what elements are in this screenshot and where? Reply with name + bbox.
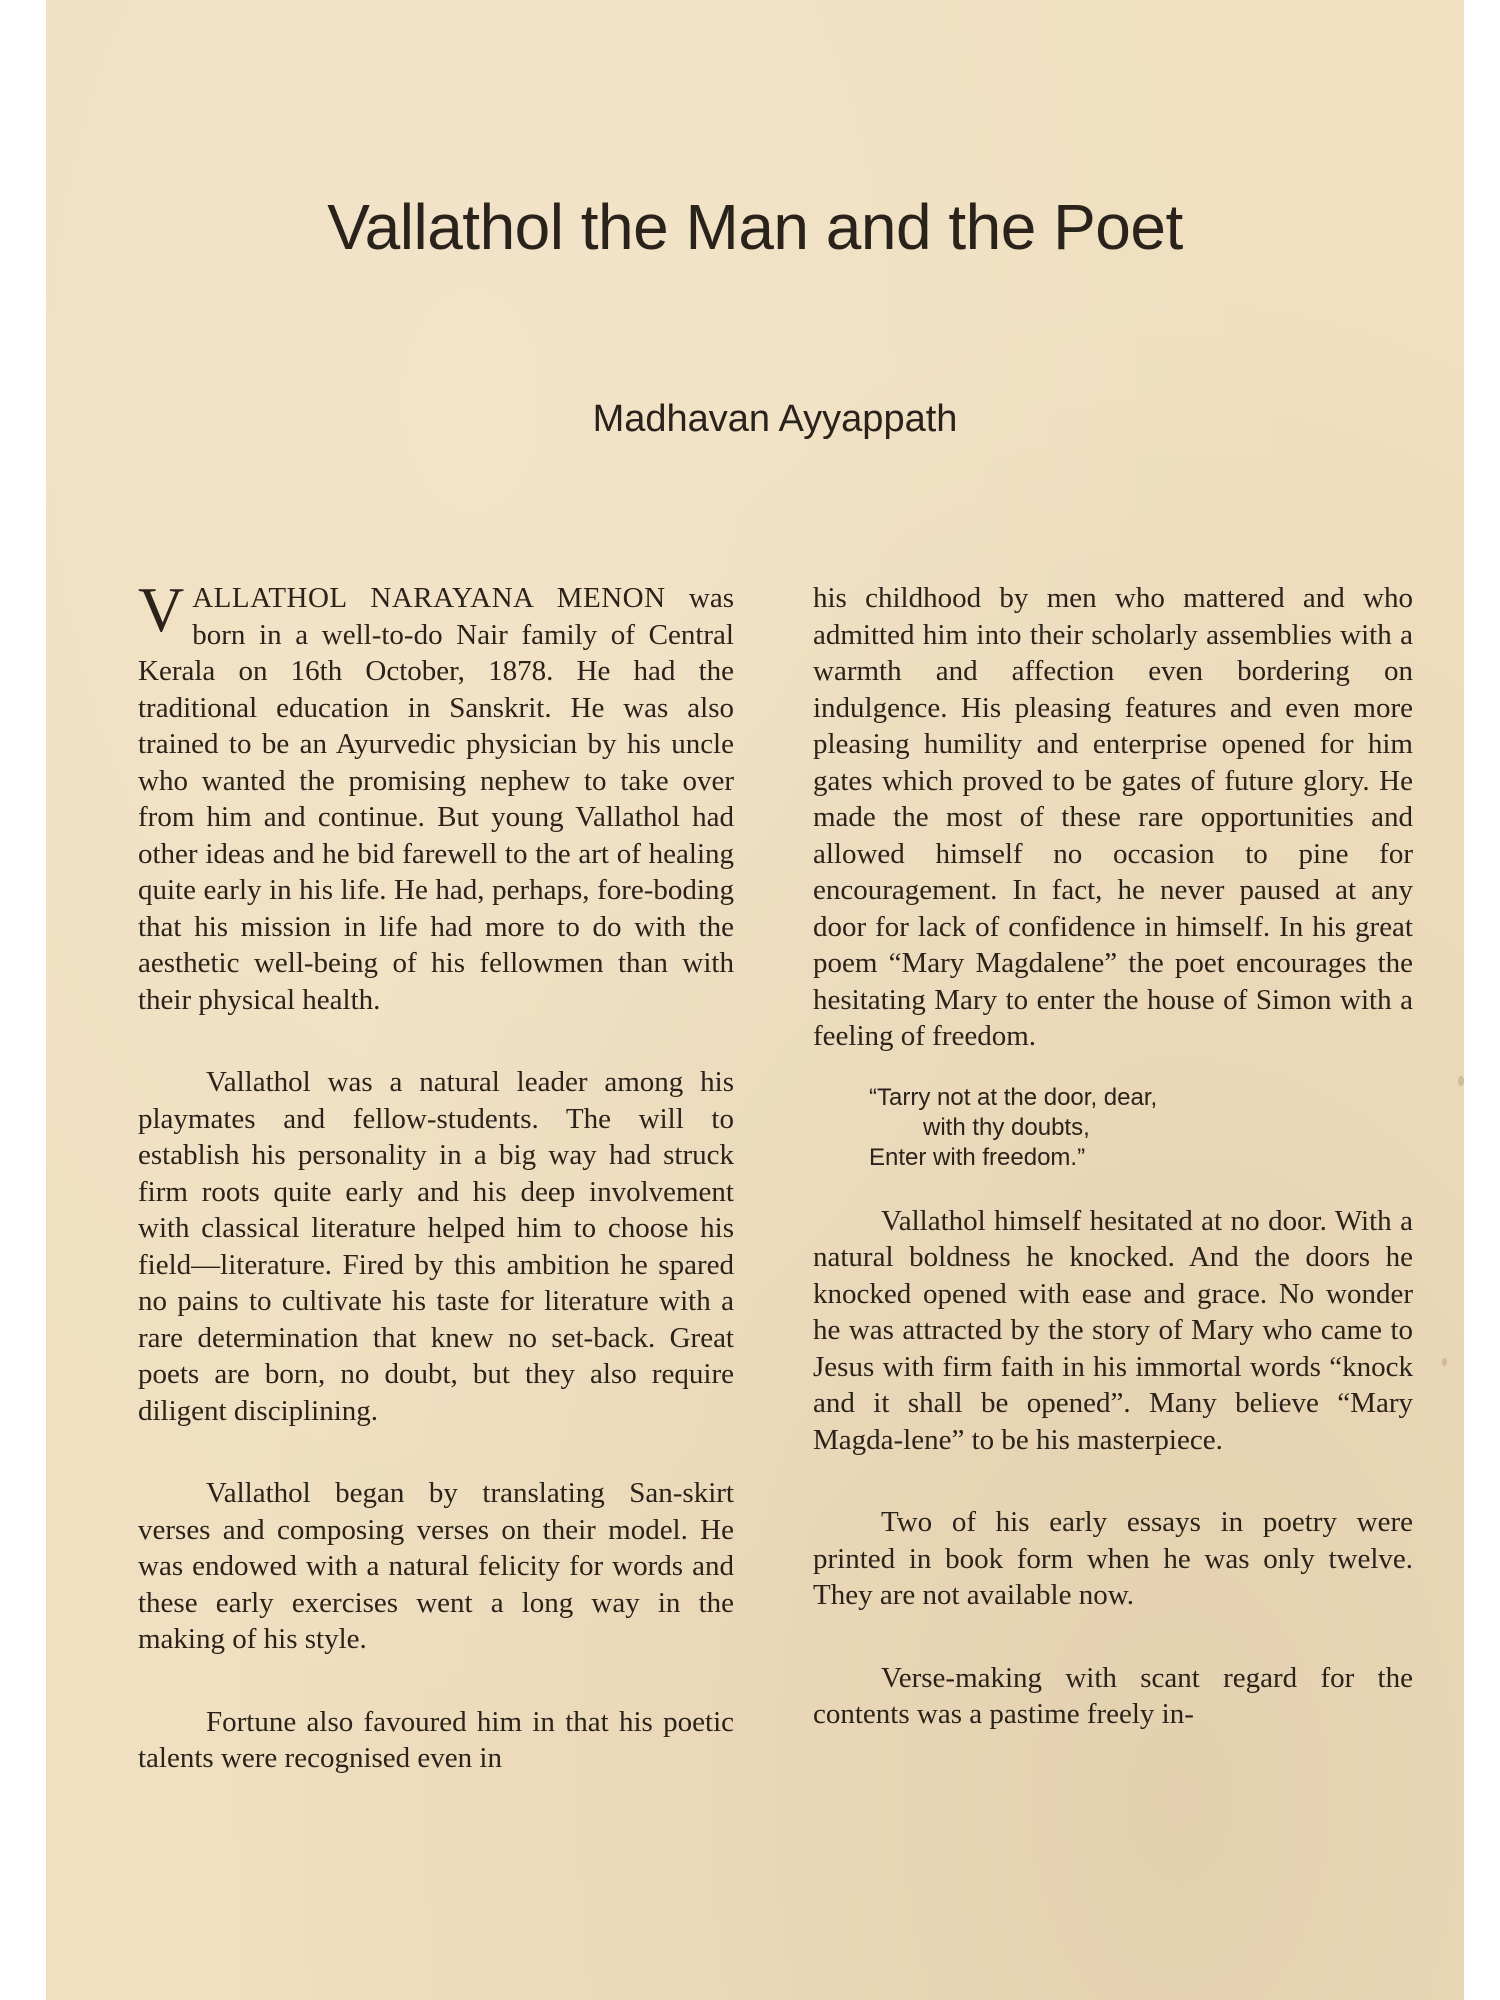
left-paragraph-3: Vallathol began by translating San-skirt verses and composing verses on their model. He was endowed with a natural felicity for words and these early exercises went a long way in the making of his style. [138,1477,734,1655]
left-column [138,574,734,1777]
drop-cap: V [138,574,185,645]
article-author: Madhavan Ayyappath [592,398,958,440]
article-title: Vallathol the Man and the Poet [327,191,1183,263]
verse-quote [869,1083,1413,1173]
left-paragraph-1-text: was born in a well-to-do Nair family of Central Kerala on 16th October, 1878. He had the traditional education in Sanskrit. He was also trained to be an Ayurvedic physician by his uncle who wanted the promising nephew to take over from him and continue. But young Vallathol had other ideas and he bid farewell to the art of healing quite early in his life. He had, perhaps, fore-boding that his mission in life had more to do with the aesthetic well-being of his fellowmen than with their physical health. [138,582,734,1016]
opening-caps: ALLATHOL NARAYANA MENON [192,582,666,614]
right-paragraph-3: Two of his early essays in poetry were printed in book form when he was only twelve. They are not available now. [813,1506,1413,1611]
left-paragraph-4: Fortune also favoured him in that his poetic talents were recognised even in [138,1705,734,1774]
right-paragraph-4: Verse-making with scant regard for the contents was a pastime freely in- [813,1661,1413,1730]
right-paragraph-2: Vallathol himself hesitated at no door. With a natural boldness he knocked. And the doors he knocked opened with ease and grace. No wonder he was attracted by the story of Mary who came to Jesus with firm faith in his immortal words “knock and it shall be opened”. Many believe “Mary Magda-lene” to be his masterpiece. [813,1204,1413,1456]
verse-line-2: with thy doubts, [923,1113,1090,1141]
paper-spot [1458,1076,1464,1086]
verse-line-3: Enter with freedom.” [869,1143,1086,1171]
verse-line-1: “Tarry not at the door, dear, [869,1083,1158,1111]
left-paragraph-1 [138,574,734,1018]
magazine-page [46,0,1464,2000]
right-column [813,580,1413,1733]
right-paragraph-1: his childhood by men who mattered and who admitted him into their scholarly assemblies with a warmth and affection even bordering on indulgence. His pleasing features and even more pleasing humility and enterprise opened for him gates which proved to be gates of future glory. He made the most of these rare opportunities and allowed himself no occasion to pine for encouragement. In fact, he never paused at any door for lack of confidence in himself. In his great poem “Mary Magdalene” the poet encourages the hesitating Mary to enter the house of Simon with a feeling of freedom. [813,582,1413,1052]
left-paragraph-2: Vallathol was a natural leader among his playmates and fellow-students. The will to establish his personality in a big way had struck firm roots quite early and his deep involvement with classical literature helped him to choose his field—literature. Fired by this ambition he spared no pains to cultivate his taste for literature with a rare determination that knew no set-back. Great poets are born, no doubt, but they also require diligent disciplining. [138,1066,734,1427]
paper-spot [1442,1358,1447,1366]
